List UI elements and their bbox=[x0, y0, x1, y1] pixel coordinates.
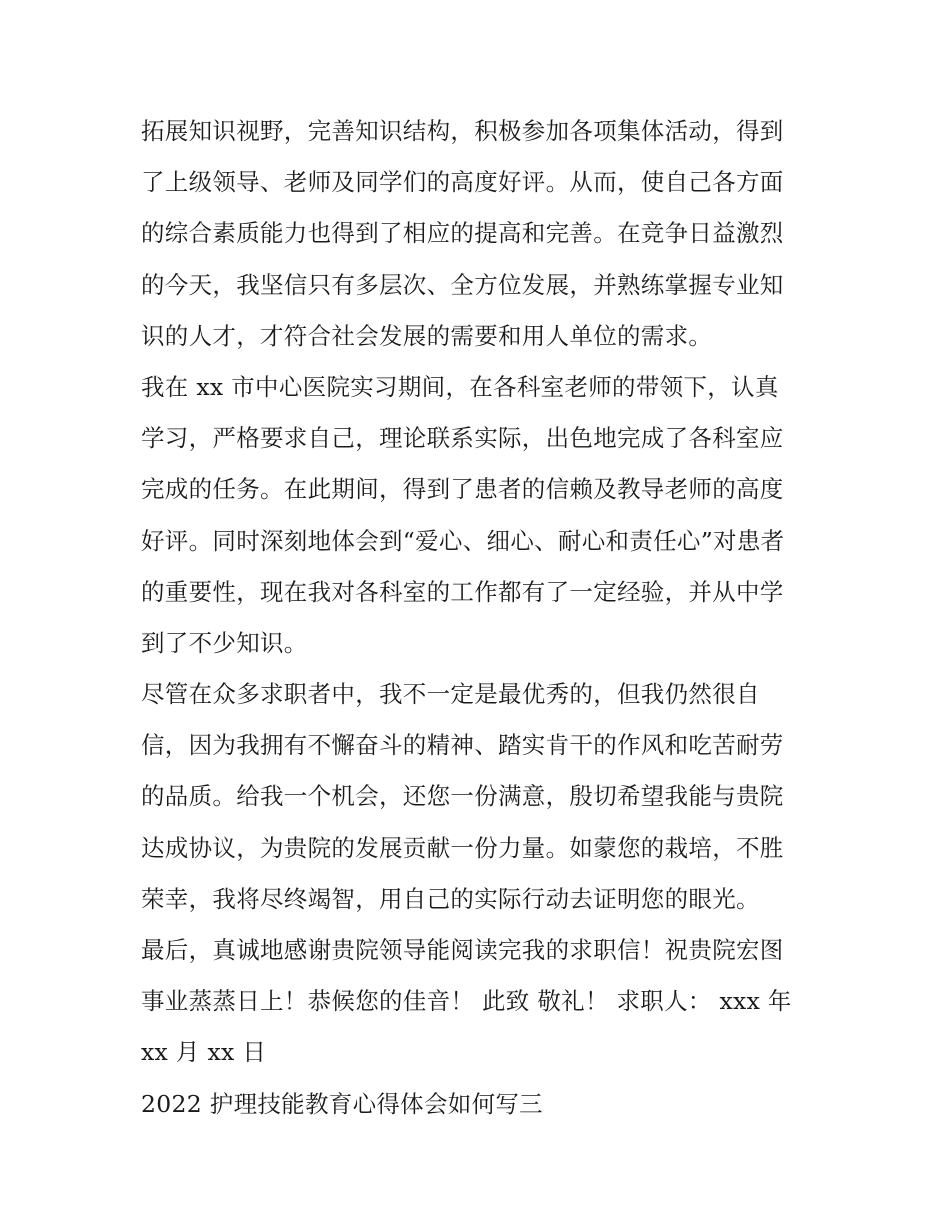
body-text bbox=[141, 106, 821, 1130]
text-line: 识的人才，才符合社会发展的需要和用人单位的需求。 bbox=[141, 321, 713, 350]
text-line: 拓展知识视野，完善知识结构，积极参加各项集体活动，得到 bbox=[141, 117, 784, 145]
text-line: 信，因为我拥有不懈奋斗的精神、踏实肯干的作风和吃苦耐劳 bbox=[141, 731, 784, 760]
text-line: 到了不少知识。 bbox=[141, 628, 308, 657]
text-line: 了上级领导、老师及同学们的高度好评。从而，使自己各方面 bbox=[141, 168, 784, 197]
text-line: 的综合素质能力也得到了相应的提高和完善。在竞争日益激烈 bbox=[141, 219, 784, 248]
text-line: 的今天，我坚信只有多层次、全方位发展，并熟练掌握专业知 bbox=[141, 270, 784, 299]
text-line: 最后，真诚地感谢贵院领导能阅读完我的求职信！祝贵院宏图 bbox=[141, 936, 784, 964]
text-line: 完成的任务。在此期间，得到了患者的信赖及教导老师的高度 bbox=[141, 475, 784, 504]
text-line: 的重要性，现在我对各科室的工作都有了一定经验，并从中学 bbox=[141, 577, 784, 606]
text-line: 达成协议，为贵院的发展贡献一份力量。如蒙您的栽培，不胜 bbox=[141, 833, 784, 862]
text-line: 事业蒸蒸日上！恭候您的佳音！ 此致 敬礼！ 求职人： xxx 年 bbox=[141, 987, 792, 1016]
text-line: 好评。同时深刻地体会到“爱心、细心、耐心和责任心”对患者 bbox=[141, 526, 785, 555]
text-line: 的品质。给我一个机会，还您一份满意，殷切希望我能与贵院 bbox=[141, 782, 784, 811]
text-line: 荣幸，我将尽终竭智，用自己的实际行动去证明您的眼光。 bbox=[141, 884, 760, 913]
text-line: xx 月 xx 日 bbox=[141, 1038, 267, 1067]
section-heading: 2022 护理技能教育心得体会如何写三 bbox=[141, 1089, 543, 1118]
text-line: 尽管在众多求职者中，我不一定是最优秀的，但我仍然很自 bbox=[141, 680, 760, 709]
text-line: 我在 xx 市中心医院实习期间，在各科室老师的带领下，认真 bbox=[141, 372, 779, 401]
text-line: 学习，严格要求自己，理论联系实际，出色地完成了各科室应 bbox=[141, 424, 784, 453]
